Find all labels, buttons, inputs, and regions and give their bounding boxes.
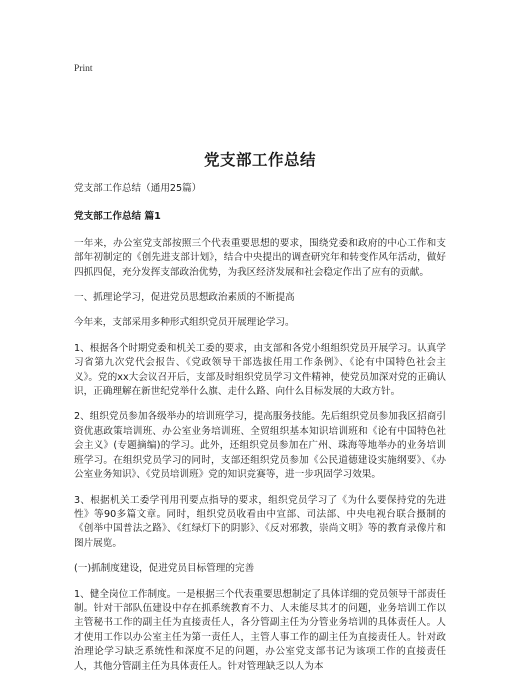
document-body xyxy=(74,182,446,674)
paragraph-heading-1: 一、抓理论学习，促进党员思想政治素质的不断提高 xyxy=(74,292,295,304)
paragraph-heading-2: (一)抓制度建设，促进党员目标管理的完善 xyxy=(74,563,255,575)
paragraph-5: 3、根据机关工委学刊用刊要点指导的要求，组织党员学习了《为什么要保持党的先进性》等90多篇文章。同时，组织党员收看由中宣部、司法部、中央电视台联合摄制的《创举中国普法之路》、《红绿灯下的阴影》、《反对邪教，崇尚文明》等的教育录像片和图片展览。 xyxy=(74,494,446,549)
section-heading: 党支部工作总结 篇1 xyxy=(74,211,161,223)
paragraph-2: 今年来，支部采用多种形式组织党员开展理论学习。 xyxy=(74,317,295,329)
document-title: 党支部工作总结 xyxy=(203,151,316,169)
print-label: Print xyxy=(74,64,93,74)
paragraph-7: 1、健全岗位工作制度。一是根据三个代表重要思想制定了具体详细的党员领导干部责任制。针对干部队伍建设中存在抓系统教育不力、人未能尽其才的问题，业务培训工作以主管秘书工作的副主任为直接责任人，各分管副主任为分管业务培训的具体责任人。人才使用工作以办公室主任为第一责任人，主管人事工作的副主任为直接责任人。针对政治理论学习缺乏系统性和深度不足的问题，办公室党支部书记为该项工作的直接责任人，其他分管副主任为具体责任人。针对管理缺乏以人为本 xyxy=(74,588,446,672)
paragraph-4: 2、组织党员参加各级举办的培训班学习，提高服务技能。先后组织党员参加我区招商引资优惠政策培训班、办公室业务培训班、全贸组织基本知识培训班和《论有中国特色社会主义》(专题摘编)的学习。此外，还组织党员参加在广州、珠海等地举办的业务培训班学习。在组织党员学习的同时，支部还组织党员参加《公民道德建设实施纲要》、《办公室业务知识》、《党员培训班》党的知识竞赛等，进一步巩固学习效果。 xyxy=(74,411,446,481)
paragraph-intro: 一年来，办公室党支部按照三个代表重要思想的要求，围绕党委和政府的中心工作和支部年初制定的《创先进支部计划》，结合中央提出的调查研究年和转变作风年活动，做好四抓四促，充分发挥支部政治优势，为我区经济发展和社会稳定作出了应有的贡献。 xyxy=(74,237,446,278)
document-subtitle: 党支部工作总结（通用25篇） xyxy=(74,183,202,194)
paragraph-3: 1、根据各个时期党委和机关工委的要求，由支部和各党小组组织党员开展学习。认真学习省第九次党代会报告、《党政领导干部选拔任用工作条例》、《论有中国特色社会主义》。党的xx大会议召开后，支部及时组织党员学习文件精神，使党员加深对党的正确认识，正确理解在新世纪党举什么旗、走什么路、向什么目标发展的大政方针。 xyxy=(74,342,446,398)
